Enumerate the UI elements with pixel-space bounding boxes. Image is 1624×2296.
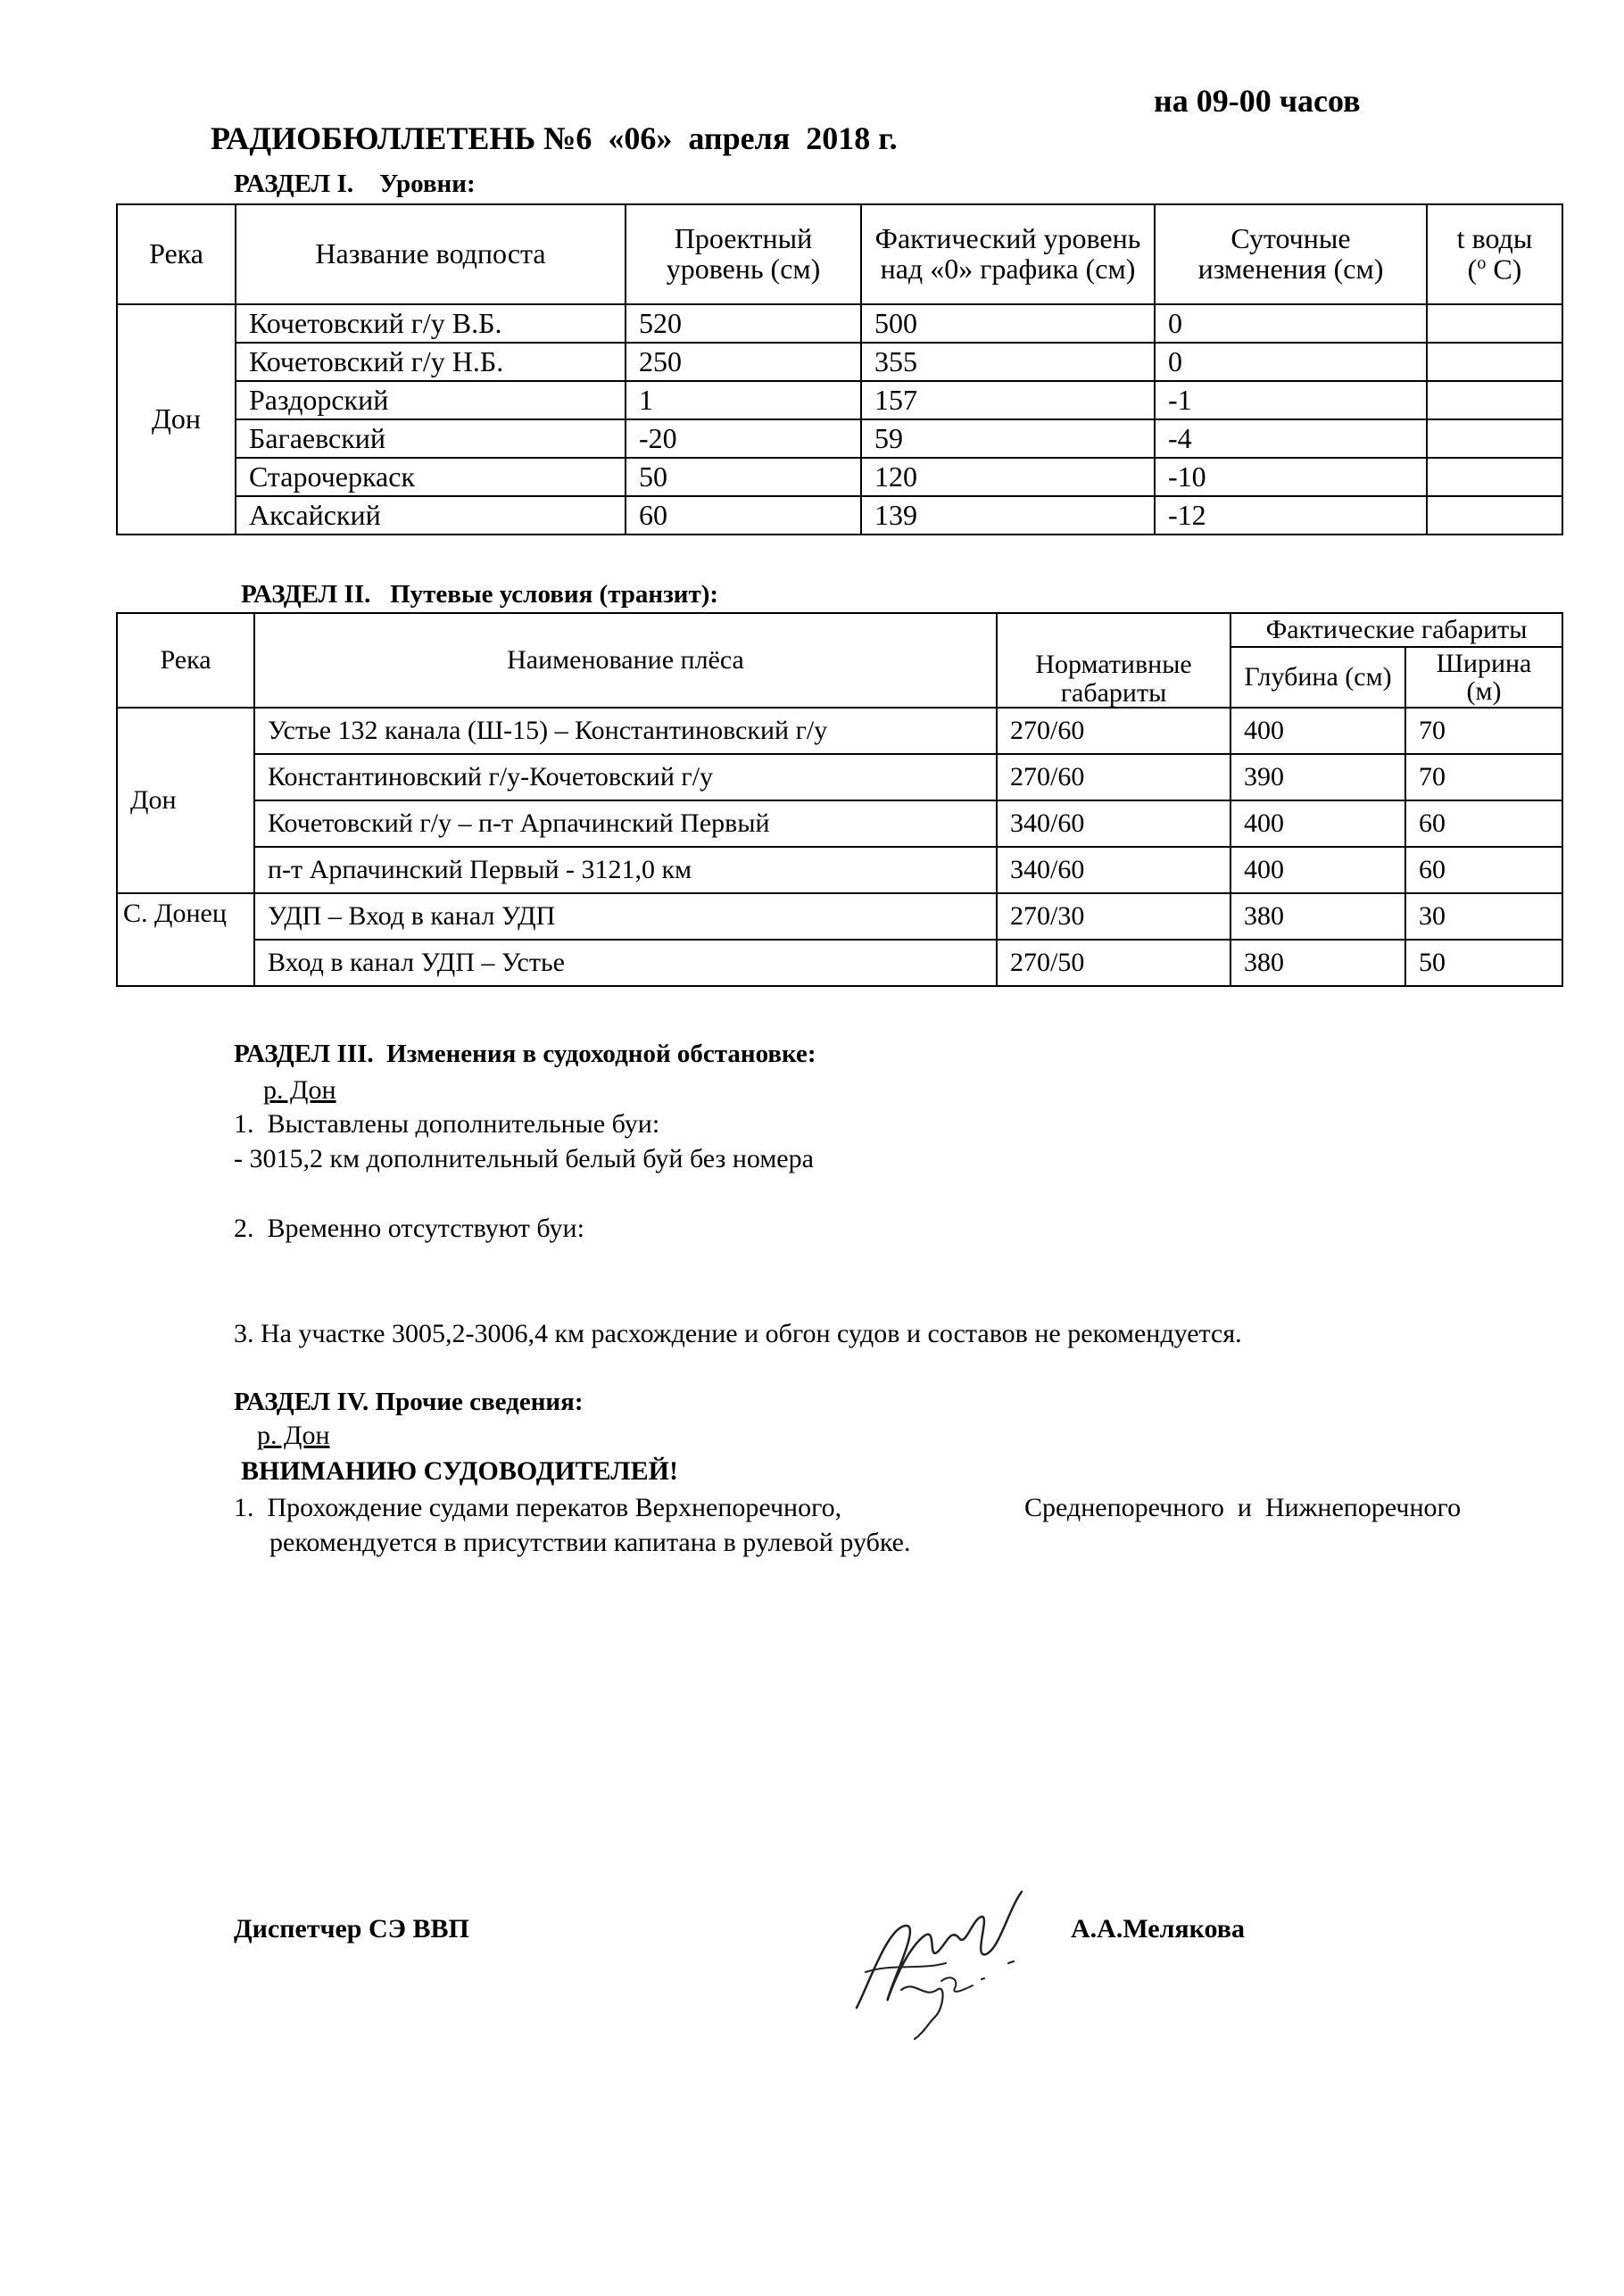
width-cell: 60 — [1405, 847, 1562, 893]
header-norm: Нормативные габариты — [997, 613, 1230, 708]
reach-cell: Константиновский г/у-Кочетовский г/у — [254, 754, 997, 800]
temp-cell — [1427, 496, 1562, 535]
norm-cell: 340/60 — [997, 847, 1230, 893]
table-row — [117, 940, 1562, 986]
table-row — [117, 343, 1562, 381]
change-cell: -10 — [1155, 458, 1427, 496]
reach-cell: Кочетовский г/у – п-т Арпачинский Первый — [254, 800, 997, 847]
post-cell: Раздорский — [236, 381, 626, 419]
title-main: РАДИОБЮЛЛЕТЕНЬ №6 «06» апреля 2018 г. — [211, 120, 898, 156]
depth-cell: 380 — [1230, 940, 1405, 986]
table-row — [117, 847, 1562, 893]
header-depth: Глубина (см) — [1230, 647, 1405, 708]
section4-heading: РАЗДЕЛ IV. Прочие сведения: — [234, 1388, 584, 1416]
section3-heading: РАЗДЕЛ III. Изменения в судоходной обстановке: — [234, 1040, 816, 1068]
table-row — [117, 419, 1562, 458]
actual-cell: 157 — [861, 381, 1155, 419]
temp-cell — [1427, 381, 1562, 419]
river-cell: С. Донец — [117, 893, 254, 986]
norm-cell: 270/60 — [997, 754, 1230, 800]
width-cell: 50 — [1405, 940, 1562, 986]
title-time: на 09-00 часов — [1154, 83, 1361, 119]
reach-cell: Устье 132 канала (Ш-15) – Константиновский г/у — [254, 708, 997, 754]
post-cell: Кочетовский г/у Н.Б. — [236, 343, 626, 381]
temp-cell — [1427, 419, 1562, 458]
norm-cell: 270/50 — [997, 940, 1230, 986]
header-river: Река — [117, 204, 236, 304]
water-temp-unit: С) — [1493, 253, 1522, 286]
header-reach: Наименование плёса — [254, 613, 997, 708]
section4-item1-line1b: Среднепоречного и Нижнепоречного — [1024, 1493, 1462, 1522]
header-actual-level: Фактический уровень над «0» графика (см) — [861, 204, 1155, 304]
section4-item1-line1a: 1. Прохождение судами перекатов Верхнепоречного, — [234, 1493, 842, 1522]
post-cell: Старочеркаск — [236, 458, 626, 496]
design-cell: 50 — [626, 458, 861, 496]
depth-cell: 390 — [1230, 754, 1405, 800]
water-temp-degree: о — [1477, 253, 1487, 273]
section1-heading: РАЗДЕЛ I. Уровни: — [234, 170, 476, 198]
design-cell: 1 — [626, 381, 861, 419]
reach-cell: УДП – Вход в канал УДП — [254, 893, 997, 940]
actual-cell: 355 — [861, 343, 1155, 381]
norm-cell: 270/30 — [997, 893, 1230, 940]
transit-table — [116, 612, 1563, 987]
section3-item2: 2. Временно отсутствуют буи: — [234, 1214, 584, 1243]
actual-cell: 59 — [861, 419, 1155, 458]
design-cell: -20 — [626, 419, 861, 458]
change-cell: -4 — [1155, 419, 1427, 458]
depth-cell: 400 — [1230, 708, 1405, 754]
section3-river: р. Дон — [263, 1075, 336, 1105]
signature-name: А.А.Мелякова — [1071, 1914, 1245, 1944]
handwritten-signature — [839, 1874, 1044, 2043]
header-river: Река — [117, 613, 254, 708]
reach-cell: Вход в канал УДП – Устье — [254, 940, 997, 986]
levels-table — [116, 203, 1563, 535]
attention-heading: ВНИМАНИЮ СУДОВОДИТЕЛЕЙ! — [241, 1456, 678, 1486]
table-row — [117, 458, 1562, 496]
norm-cell: 270/60 — [997, 708, 1230, 754]
design-cell: 520 — [626, 304, 861, 343]
actual-cell: 500 — [861, 304, 1155, 343]
reach-cell: п-т Арпачинский Первый - 3121,0 км — [254, 847, 997, 893]
table-row — [117, 800, 1562, 847]
table-row — [117, 708, 1562, 754]
section2-heading: РАЗДЕЛ II. Путевые условия (транзит): — [241, 580, 719, 609]
header-post: Название водпоста — [236, 204, 626, 304]
temp-cell — [1427, 343, 1562, 381]
temp-cell — [1427, 304, 1562, 343]
width-cell: 60 — [1405, 800, 1562, 847]
levels-header-row — [117, 204, 1562, 304]
table-row — [117, 304, 1562, 343]
river-cell: Дон — [117, 708, 254, 893]
actual-cell: 139 — [861, 496, 1155, 535]
section3-item1-detail: - 3015,2 км дополнительный белый буй без номера — [234, 1144, 814, 1173]
depth-cell: 400 — [1230, 800, 1405, 847]
table-row — [117, 496, 1562, 535]
post-cell: Аксайский — [236, 496, 626, 535]
section3-item1: 1. Выставлены дополнительные буи: — [234, 1109, 660, 1139]
change-cell: 0 — [1155, 304, 1427, 343]
change-cell: 0 — [1155, 343, 1427, 381]
width-cell: 70 — [1405, 754, 1562, 800]
header-water-temp: t воды ($^о$ С) — [1427, 204, 1562, 304]
table-row — [117, 754, 1562, 800]
post-cell: Багаевский — [236, 419, 626, 458]
width-cell: 30 — [1405, 893, 1562, 940]
post-cell: Кочетовский г/у В.Б. — [236, 304, 626, 343]
table-row — [117, 381, 1562, 419]
table-row — [117, 893, 1562, 940]
section4-river: р. Дон — [257, 1421, 330, 1450]
signature-position: Диспетчер СЭ ВВП — [234, 1914, 469, 1944]
change-cell: -12 — [1155, 496, 1427, 535]
design-cell: 60 — [626, 496, 861, 535]
header-design-level: Проектный уровень (см) — [626, 204, 861, 304]
depth-cell: 380 — [1230, 893, 1405, 940]
header-daily-change: Суточные изменения (см) — [1155, 204, 1427, 304]
width-cell: 70 — [1405, 708, 1562, 754]
section3-item3: 3. На участке 3005,2-3006,4 км расхождение и обгон судов и составов не рекомендуется. — [234, 1319, 1242, 1348]
section4-item1-line2: рекомендуется в присутствии капитана в рулевой рубке. — [269, 1528, 911, 1557]
water-temp-label: t воды — [1456, 222, 1533, 255]
depth-cell: 400 — [1230, 847, 1405, 893]
header-width: Ширина (м) — [1405, 647, 1562, 708]
river-cell: Дон — [117, 304, 236, 535]
norm-cell: 340/60 — [997, 800, 1230, 847]
temp-cell — [1427, 458, 1562, 496]
design-cell: 250 — [626, 343, 861, 381]
transit-header-row-1 — [117, 613, 1562, 647]
actual-cell: 120 — [861, 458, 1155, 496]
header-actual-group: Фактические габариты — [1230, 613, 1562, 647]
change-cell: -1 — [1155, 381, 1427, 419]
